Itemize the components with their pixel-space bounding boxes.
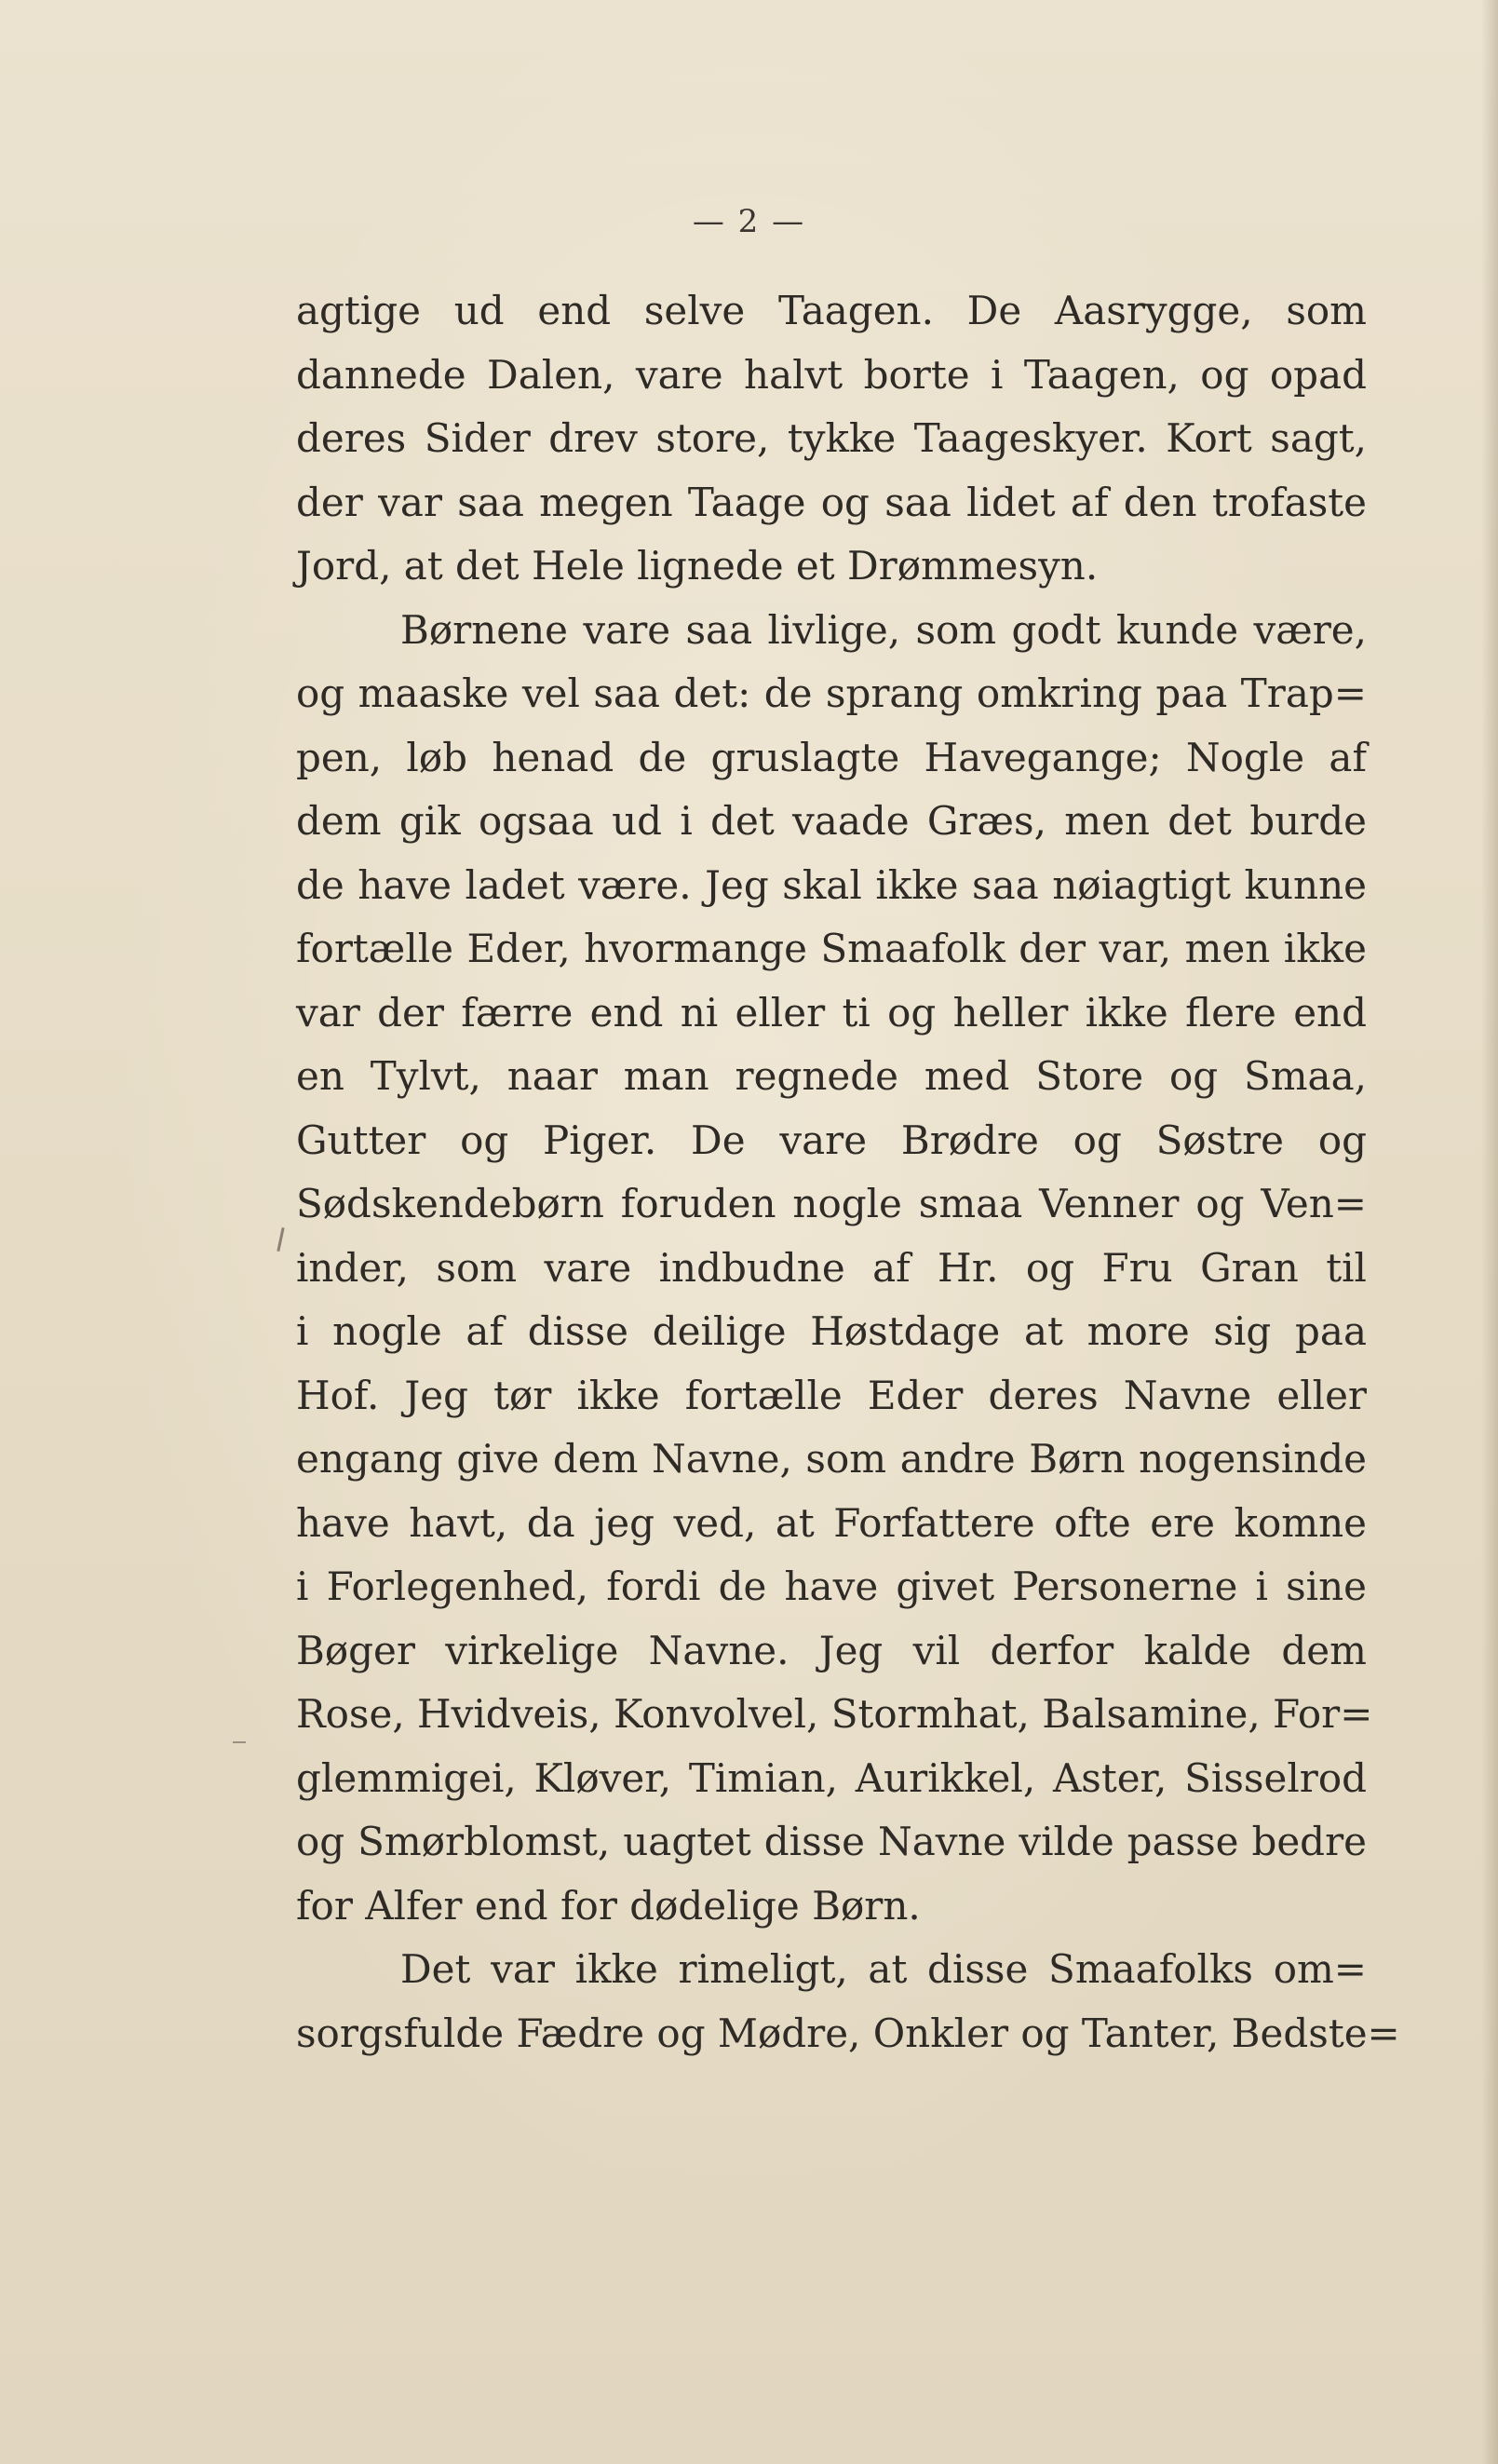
text-line: Sødskendebørn foruden nogle smaa Venner og Ven= bbox=[296, 1181, 1367, 1226]
text-line: de have ladet være. Jeg skal ikke saa nøiagtigt kunne bbox=[296, 861, 1367, 908]
text-line-paragraph-start: Børnene vare saa livlige, som godt kunde være, bbox=[400, 606, 1367, 653]
text-line: i Forlegenhed, fordi de have givet Personerne i sine bbox=[296, 1564, 1367, 1609]
text-line: deres Sider drev store, tykke Taageskyer. Kort sagt, bbox=[296, 415, 1367, 461]
page-number: — 2 — bbox=[692, 203, 806, 240]
text-line: og Smørblomst, uagtet disse Navne vilde passe bedre bbox=[296, 1819, 1367, 1864]
text-line: agtige ud end selve Taagen. De Aasrygge, som bbox=[296, 288, 1367, 333]
text-line: Rose, Hvidveis, Konvolvel, Stormhat, Balsamine, For= bbox=[296, 1691, 1373, 1737]
text-line: for Alfer end for dødelige Børn. bbox=[296, 1882, 921, 1929]
text-line: var der færre end ni eller ti og heller ikke flere end bbox=[296, 989, 1367, 1036]
text-line: en Tylvt, naar man regnede med Store og Smaa, bbox=[296, 1053, 1367, 1099]
page-edge-shadow bbox=[1481, 0, 1498, 2464]
text-line: Bøger virkelige Navne. Jeg vil derfor kalde dem bbox=[296, 1627, 1367, 1673]
text-line: inder, som vare indbudne af Hr. og Fru Gran til bbox=[296, 1244, 1367, 1291]
text-line: i nogle af disse deilige Høstdage at more sig paa bbox=[296, 1308, 1367, 1354]
text-line: Jord, at det Hele lignede et Drømmesyn. bbox=[296, 543, 1099, 589]
text-line: der var saa megen Taage og saa lidet af den trofaste bbox=[296, 479, 1367, 525]
margin-dash-mark bbox=[233, 1741, 246, 1743]
text-line: og maaske vel saa det: de sprang omkring paa Trap= bbox=[296, 670, 1367, 716]
text-line-paragraph-start: Det var ikke rimeligt, at disse Smaafolks om= bbox=[400, 1946, 1367, 1992]
text-line: fortælle Eder, hvormange Smaafolk der var, men ikke bbox=[296, 926, 1367, 971]
text-line: engang give dem Navne, som andre Børn nogensinde bbox=[296, 1436, 1367, 1482]
text-line: dannede Dalen, vare halvt borte i Taagen, og opad bbox=[296, 351, 1367, 398]
text-line: sorgsfulde Fædre og Mødre, Onkler og Tanter, Bedste= bbox=[296, 2010, 1400, 2056]
text-line: pen, løb henad de gruslagte Havegange; Nogle af bbox=[296, 734, 1367, 780]
text-line: glemmigei, Kløver, Timian, Aurikkel, Aster, Sisselrod bbox=[296, 1754, 1367, 1801]
text-line: dem gik ogsaa ud i det vaade Græs, men det burde bbox=[296, 798, 1367, 844]
text-line: Hof. Jeg tør ikke fortælle Eder deres Navne eller bbox=[296, 1372, 1367, 1418]
margin-pencil-mark bbox=[277, 1227, 284, 1252]
body-text bbox=[296, 279, 1400, 2065]
text-line: have havt, da jeg ved, at Forfattere ofte ere komne bbox=[296, 1499, 1367, 1546]
text-line: Gutter og Piger. De vare Brødre og Søstre og bbox=[296, 1117, 1367, 1163]
